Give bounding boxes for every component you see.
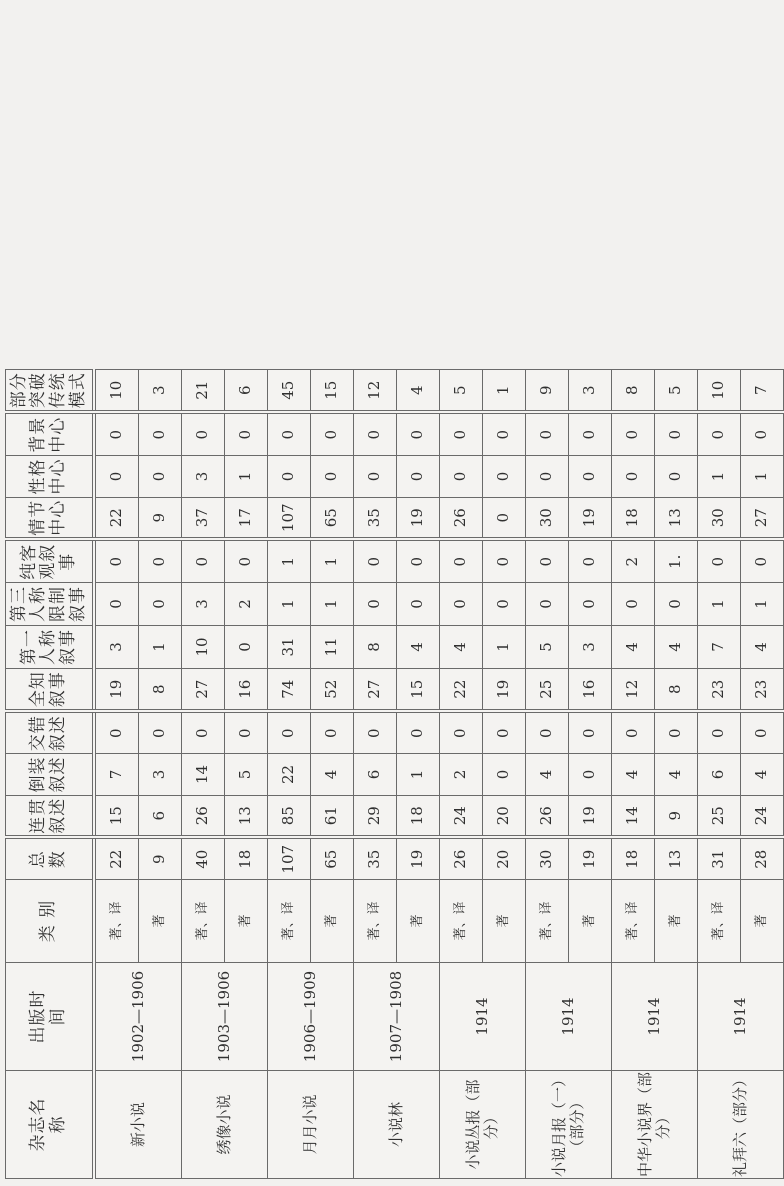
cell-bg: 0 [311,413,354,456]
cell-flash: 4 [741,754,784,796]
cell-flash: 4 [612,754,655,796]
cell-plot: 9 [139,498,182,540]
table-row [526,370,569,1179]
cell-first: 1 [139,626,182,669]
category-cell: 著、译 [698,880,741,963]
cell-plot: 22 [94,498,139,540]
category-cell: 著 [655,880,698,963]
cell-total: 31 [698,838,741,880]
cell-cont: 20 [483,796,526,838]
cell-char: 1 [698,456,741,498]
cell-third: 0 [526,583,569,626]
cell-obj: 0 [741,540,784,583]
cell-inter: 0 [655,712,698,754]
cell-cont: 24 [741,796,784,838]
cell-obj: 2 [612,540,655,583]
cell-part: 10 [94,370,139,413]
cell-part: 6 [225,370,268,413]
cell-inter: 0 [311,712,354,754]
header-interleaved: 交错叙述 [6,712,95,754]
cell-inter: 0 [94,712,139,754]
publication-date: 1903—1906 [182,963,268,1071]
header-first-person: 第一人称叙事 [6,626,95,669]
header-date: 出版时间 [6,963,95,1071]
cell-inter: 0 [741,712,784,754]
cell-first: 11 [311,626,354,669]
cell-inter: 0 [225,712,268,754]
cell-flash: 6 [698,754,741,796]
cell-bg: 0 [655,413,698,456]
cell-bg: 0 [225,413,268,456]
cell-cont: 61 [311,796,354,838]
cell-omni: 16 [569,669,612,712]
cell-first: 7 [698,626,741,669]
cell-third: 0 [440,583,483,626]
cell-obj: 1 [311,540,354,583]
cell-part: 5 [655,370,698,413]
cell-omni: 27 [354,669,397,712]
cell-plot: 27 [741,498,784,540]
cell-flash: 22 [268,754,311,796]
cell-part: 5 [440,370,483,413]
cell-char: 0 [526,456,569,498]
cell-bg: 0 [440,413,483,456]
cell-part: 1 [483,370,526,413]
category-cell: 著 [569,880,612,963]
cell-char: 0 [139,456,182,498]
cell-obj: 0 [483,540,526,583]
cell-total: 19 [569,838,612,880]
category-cell: 著、译 [94,880,139,963]
cell-obj: 0 [139,540,182,583]
cell-plot: 19 [397,498,440,540]
cell-inter: 0 [526,712,569,754]
table-row [94,370,139,1179]
cell-omni: 12 [612,669,655,712]
magazine-name: 月月小说 [268,1071,354,1179]
cell-total: 20 [483,838,526,880]
cell-part: 7 [741,370,784,413]
cell-cont: 6 [139,796,182,838]
header-magazine: 杂志名称 [6,1071,95,1179]
cell-inter: 0 [569,712,612,754]
cell-cont: 26 [182,796,225,838]
cell-obj: 1 [268,540,311,583]
cell-omni: 15 [397,669,440,712]
publication-date: 1906—1909 [268,963,354,1071]
cell-inter: 0 [698,712,741,754]
cell-inter: 0 [612,712,655,754]
cell-char: 0 [483,456,526,498]
cell-first: 1 [483,626,526,669]
cell-first: 5 [526,626,569,669]
cell-third: 0 [483,583,526,626]
cell-omni: 8 [655,669,698,712]
cell-flash: 5 [225,754,268,796]
table-row [612,370,655,1179]
cell-third: 1 [311,583,354,626]
cell-omni: 52 [311,669,354,712]
header-character-center: 性格中心 [6,456,95,498]
cell-char: 1 [741,456,784,498]
magazine-name: 新小说 [94,1071,182,1179]
cell-obj: 1. [655,540,698,583]
cell-flash: 3 [139,754,182,796]
cell-bg: 0 [139,413,182,456]
header-category: 类 别 [6,880,95,963]
magazine-name: 中华小说界（部分） [612,1071,698,1179]
cell-char: 3 [182,456,225,498]
cell-plot: 30 [698,498,741,540]
cell-flash: 0 [569,754,612,796]
cell-third: 0 [94,583,139,626]
cell-flash: 14 [182,754,225,796]
cell-plot: 107 [268,498,311,540]
publication-date: 1902—1906 [94,963,182,1071]
cell-omni: 8 [139,669,182,712]
cell-third: 0 [612,583,655,626]
header-total: 总 数 [6,838,95,880]
cell-flash: 4 [655,754,698,796]
category-cell: 著 [225,880,268,963]
cell-first: 8 [354,626,397,669]
cell-omni: 23 [698,669,741,712]
cell-char: 0 [311,456,354,498]
cell-plot: 26 [440,498,483,540]
cell-cont: 13 [225,796,268,838]
cell-total: 19 [397,838,440,880]
category-cell: 著 [483,880,526,963]
cell-inter: 0 [440,712,483,754]
header-flashback: 倒装叙述 [6,754,95,796]
cell-char: 0 [94,456,139,498]
header-objective: 纯客观叙事 [6,540,95,583]
magazine-name: 小说月报（一）（部分） [526,1071,612,1179]
cell-flash: 1 [397,754,440,796]
cell-total: 28 [741,838,784,880]
cell-part: 12 [354,370,397,413]
cell-bg: 0 [354,413,397,456]
publication-date: 1907—1908 [354,963,440,1071]
header-omniscient: 全知叙事 [6,669,95,712]
cell-char: 0 [612,456,655,498]
cell-third: 2 [225,583,268,626]
cell-first: 31 [268,626,311,669]
publication-date: 1914 [612,963,698,1071]
cell-third: 1 [268,583,311,626]
cell-flash: 2 [440,754,483,796]
cell-inter: 0 [397,712,440,754]
cell-flash: 6 [354,754,397,796]
header-plot-center: 情节中心 [6,498,95,540]
cell-obj: 0 [354,540,397,583]
cell-omni: 74 [268,669,311,712]
cell-first: 4 [741,626,784,669]
cell-cont: 15 [94,796,139,838]
category-cell: 著 [311,880,354,963]
category-cell: 著、译 [526,880,569,963]
cell-cont: 9 [655,796,698,838]
cell-third: 3 [182,583,225,626]
cell-part: 15 [311,370,354,413]
cell-cont: 24 [440,796,483,838]
cell-cont: 19 [569,796,612,838]
publication-date: 1914 [440,963,526,1071]
cell-flash: 4 [311,754,354,796]
cell-flash: 0 [483,754,526,796]
cell-plot: 18 [612,498,655,540]
magazine-name: 小说林 [354,1071,440,1179]
cell-part: 4 [397,370,440,413]
cell-part: 10 [698,370,741,413]
cell-omni: 25 [526,669,569,712]
cell-third: 0 [655,583,698,626]
cell-char: 1 [225,456,268,498]
cell-bg: 0 [526,413,569,456]
header-partial-break: 部分突破传统模式 [6,370,95,413]
table-row [182,370,225,1179]
cell-bg: 0 [94,413,139,456]
category-cell: 著、译 [440,880,483,963]
header-background-center: 背景中心 [6,413,95,456]
cell-obj: 0 [440,540,483,583]
cell-obj: 0 [225,540,268,583]
cell-omni: 23 [741,669,784,712]
cell-part: 21 [182,370,225,413]
magazine-name: 小说丛报（部分） [440,1071,526,1179]
cell-first: 4 [397,626,440,669]
cell-inter: 0 [139,712,182,754]
cell-third: 1 [698,583,741,626]
cell-third: 0 [397,583,440,626]
cell-part: 3 [569,370,612,413]
header-third-limited: 第三人称限制叙事 [6,583,95,626]
cell-total: 107 [268,838,311,880]
category-cell: 著、译 [354,880,397,963]
cell-third: 0 [139,583,182,626]
publication-date: 1914 [526,963,612,1071]
publication-date: 1914 [698,963,784,1071]
category-cell: 著、译 [182,880,225,963]
cell-flash: 4 [526,754,569,796]
cell-inter: 0 [268,712,311,754]
category-cell: 著 [139,880,182,963]
cell-obj: 0 [569,540,612,583]
cell-plot: 65 [311,498,354,540]
magazine-name: 绣像小说 [182,1071,268,1179]
cell-first: 3 [569,626,612,669]
cell-bg: 0 [483,413,526,456]
header-continuous: 连贯叙述 [6,796,95,838]
magazine-name: 礼拜六（部分） [698,1071,784,1179]
cell-bg: 0 [612,413,655,456]
cell-part: 3 [139,370,182,413]
cell-total: 18 [612,838,655,880]
cell-char: 0 [268,456,311,498]
cell-omni: 27 [182,669,225,712]
cell-cont: 18 [397,796,440,838]
cell-first: 4 [655,626,698,669]
cell-plot: 19 [569,498,612,540]
cell-obj: 0 [182,540,225,583]
cell-part: 9 [526,370,569,413]
cell-total: 65 [311,838,354,880]
cell-char: 0 [440,456,483,498]
cell-bg: 0 [741,413,784,456]
cell-third: 0 [354,583,397,626]
table-row [268,370,311,1179]
cell-total: 26 [440,838,483,880]
cell-first: 10 [182,626,225,669]
cell-char: 0 [354,456,397,498]
cell-bg: 0 [268,413,311,456]
cell-inter: 0 [182,712,225,754]
cell-total: 9 [139,838,182,880]
cell-total: 18 [225,838,268,880]
table-row [440,370,483,1179]
cell-cont: 25 [698,796,741,838]
header-row [6,370,95,1179]
cell-omni: 16 [225,669,268,712]
cell-plot: 17 [225,498,268,540]
category-cell: 著、译 [268,880,311,963]
cell-total: 13 [655,838,698,880]
cell-first: 3 [94,626,139,669]
cell-inter: 0 [354,712,397,754]
cell-obj: 0 [94,540,139,583]
cell-char: 0 [397,456,440,498]
cell-flash: 7 [94,754,139,796]
cell-bg: 0 [182,413,225,456]
cell-third: 1 [741,583,784,626]
category-cell: 著 [397,880,440,963]
cell-char: 0 [655,456,698,498]
cell-plot: 30 [526,498,569,540]
cell-bg: 0 [569,413,612,456]
table-row [354,370,397,1179]
cell-plot: 13 [655,498,698,540]
cell-first: 4 [440,626,483,669]
cell-part: 8 [612,370,655,413]
cell-obj: 0 [698,540,741,583]
cell-char: 0 [569,456,612,498]
cell-plot: 0 [483,498,526,540]
cell-total: 40 [182,838,225,880]
cell-bg: 0 [698,413,741,456]
cell-omni: 19 [483,669,526,712]
cell-total: 35 [354,838,397,880]
cell-first: 0 [225,626,268,669]
cell-cont: 85 [268,796,311,838]
cell-bg: 0 [397,413,440,456]
cell-total: 22 [94,838,139,880]
cell-cont: 14 [612,796,655,838]
cell-total: 30 [526,838,569,880]
cell-first: 4 [612,626,655,669]
cell-omni: 22 [440,669,483,712]
cell-plot: 37 [182,498,225,540]
cell-third: 0 [569,583,612,626]
cell-cont: 26 [526,796,569,838]
category-cell: 著、译 [612,880,655,963]
cell-omni: 19 [94,669,139,712]
cell-cont: 29 [354,796,397,838]
cell-obj: 0 [526,540,569,583]
cell-obj: 0 [397,540,440,583]
category-cell: 著 [741,880,784,963]
cell-plot: 35 [354,498,397,540]
table-row [698,370,741,1179]
cell-part: 45 [268,370,311,413]
cell-inter: 0 [483,712,526,754]
narrative-statistics-table [5,369,784,1179]
